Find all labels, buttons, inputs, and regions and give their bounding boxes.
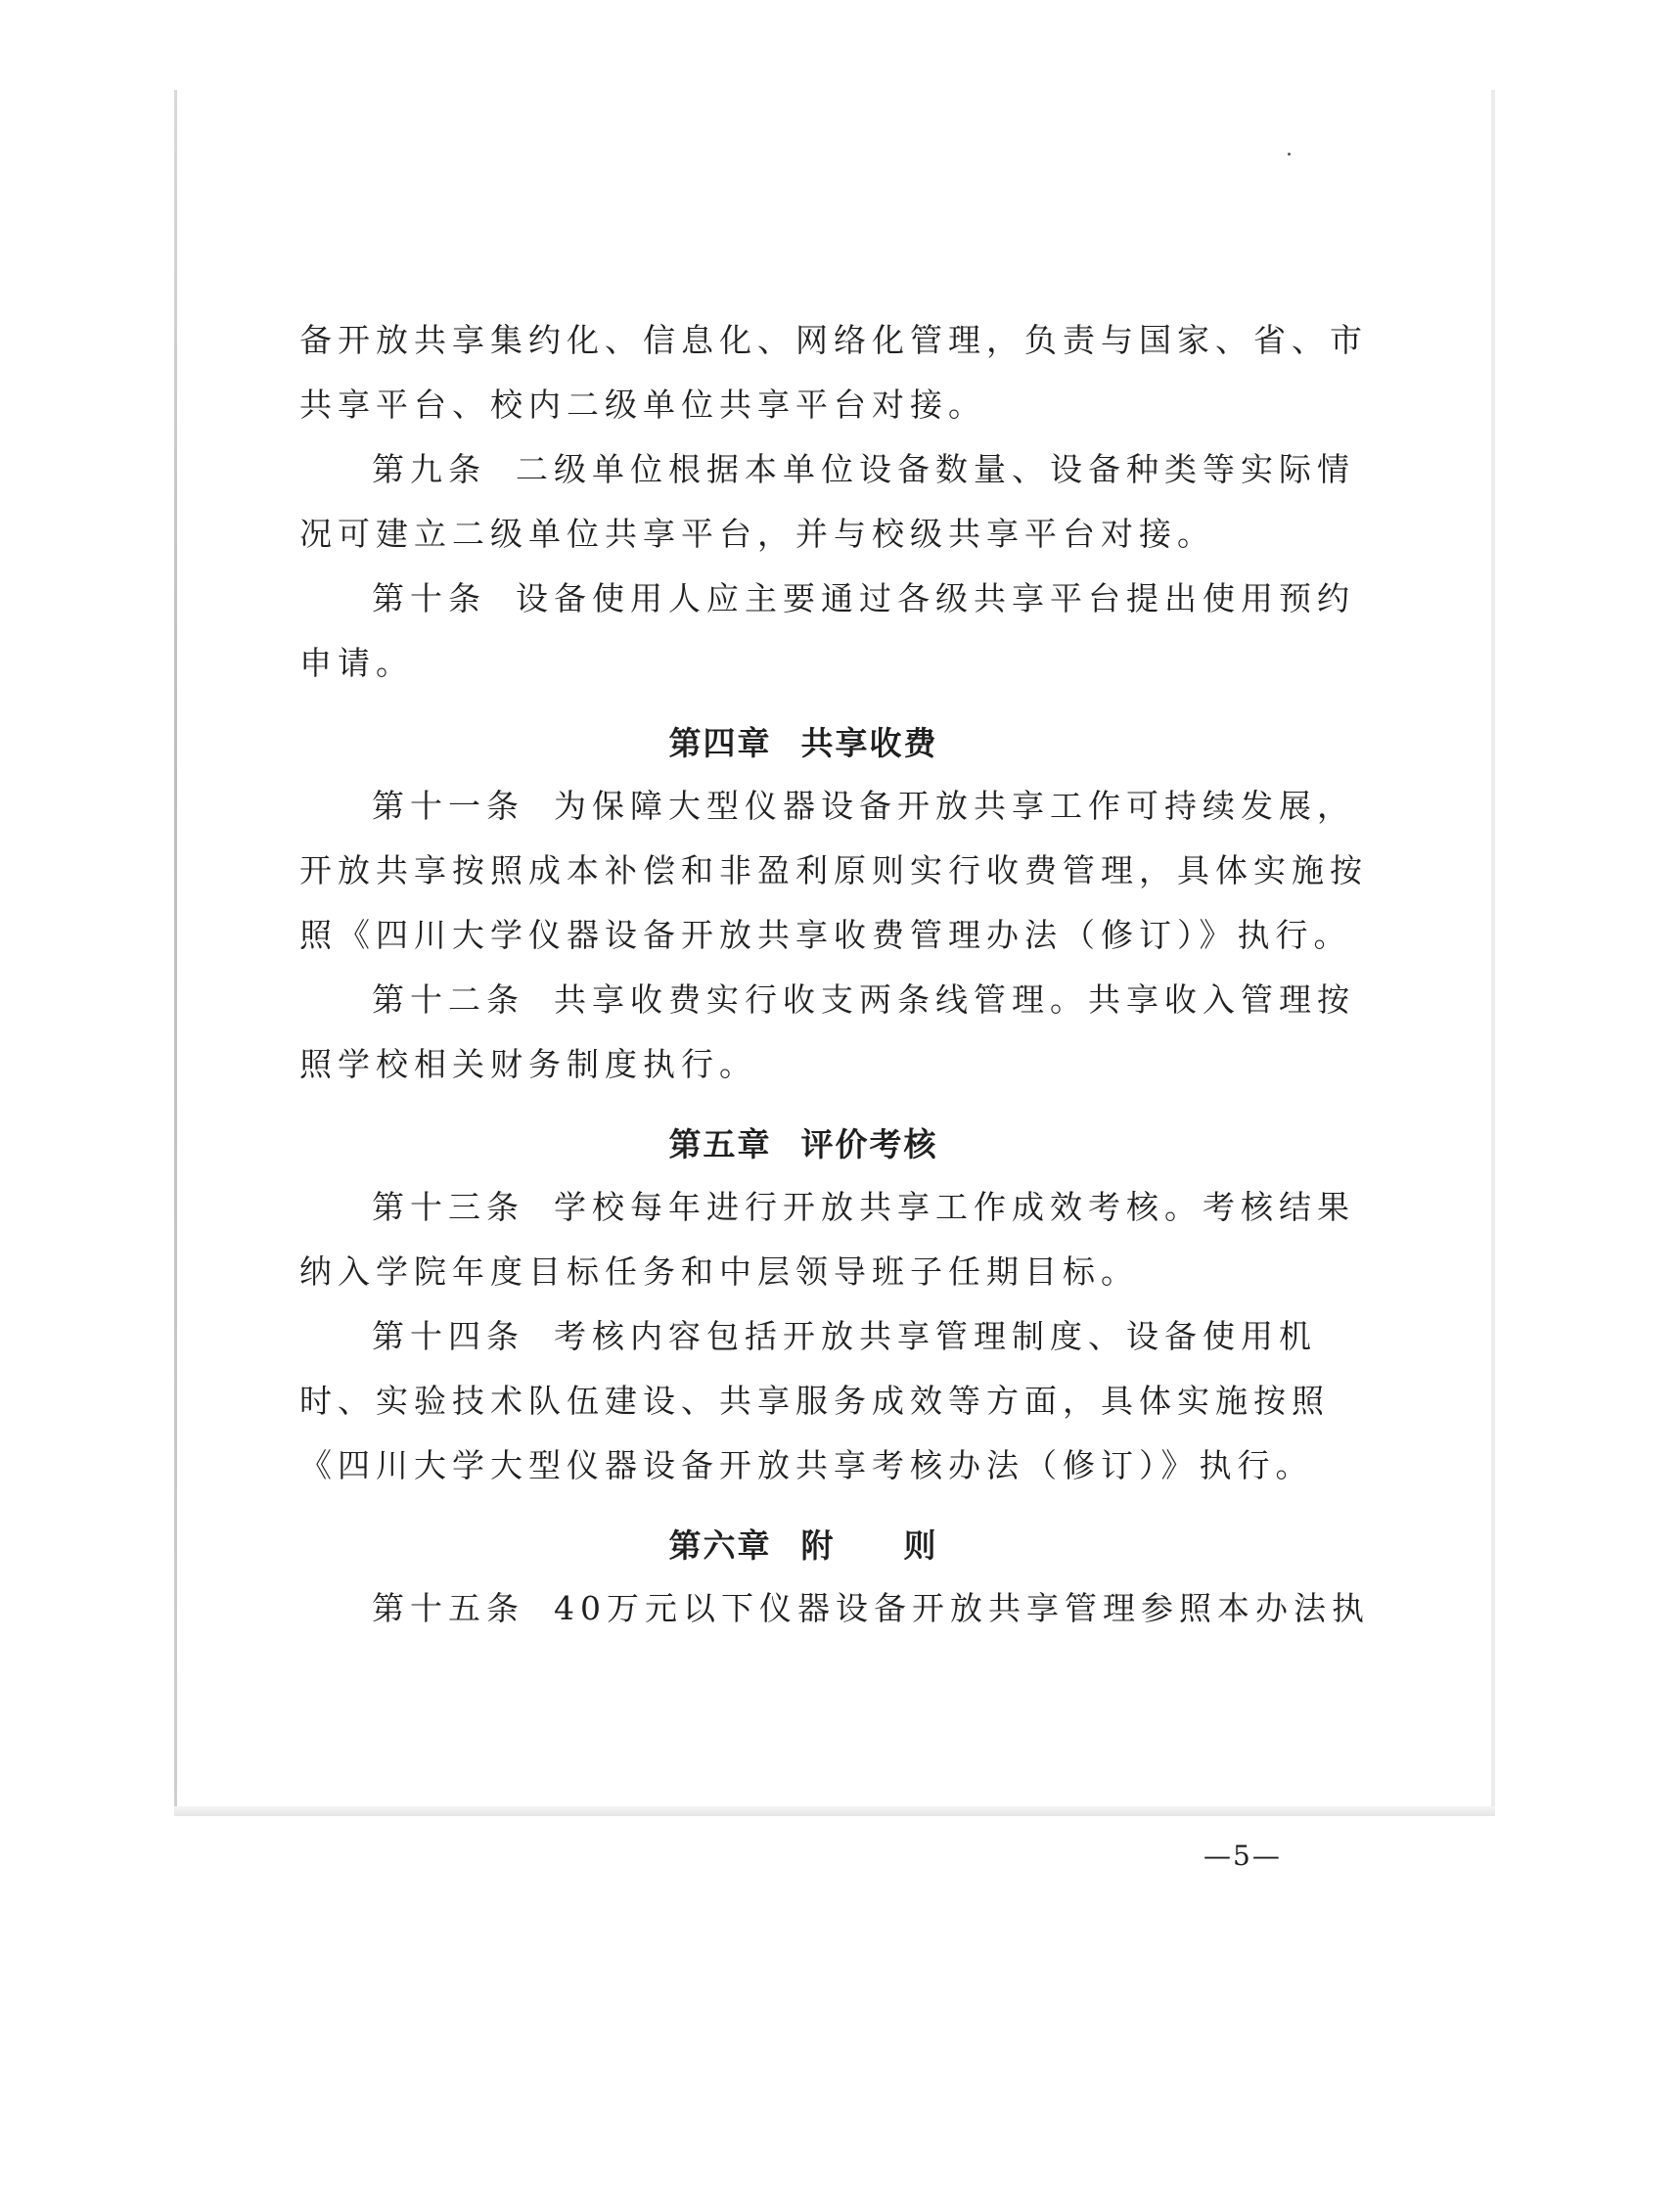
article-text: 二级单位根据本单位设备数量、设备种类等实际情 [516,450,1355,488]
article-13-line [299,1188,1355,1226]
article-9-line [299,450,1355,488]
chapter-title: 评价考核 [800,1125,938,1163]
article-number: 第十三条 [372,1188,524,1226]
document-page [299,321,1370,1656]
paragraph-line: 备开放共享集约化、信息化、网络化管理，负责与国家、省、市 [299,321,1368,359]
paragraph-line: 申请。 [299,644,414,682]
scan-bottom-edge [174,1806,1495,1816]
article-number: 第十四条 [372,1317,524,1355]
article-text: 学校每年进行开放共享工作成效考核。考核结果 [554,1188,1355,1226]
article-text: 考核内容包括开放共享管理制度、设备使用机 [554,1317,1317,1355]
article-11-line [299,787,1355,825]
page-number: —5— [1203,1840,1282,1872]
article-14-line [299,1317,1317,1355]
chapter-number: 第四章 [668,724,772,762]
article-10-line [299,579,1355,617]
article-text: 共享收费实行收支两条线管理。共享收入管理按 [554,980,1355,1019]
chapter-title: 共享收费 [800,724,938,762]
scan-left-edge [174,90,177,1812]
paragraph-line: 共享平台、校内二级单位共享平台对接。 [299,386,986,424]
article-number: 第十二条 [372,980,524,1019]
article-text: 为保障大型仪器设备开放共享工作可持续发展， [554,787,1355,825]
article-number: 第十一条 [372,787,524,825]
chapter-title: 附 则 [800,1526,938,1565]
article-number: 第十条 [372,579,486,617]
scan-right-edge [1491,90,1495,1812]
article-text: 40万元以下仪器设备开放共享管理参照本办法执 [554,1589,1370,1627]
article-number: 第九条 [372,450,486,488]
article-15-line [299,1589,1370,1627]
chapter-heading-6 [299,1526,1307,1566]
paragraph-line: 纳入学院年度目标任务和中层领导班子任期目标。 [299,1252,1139,1291]
article-12-line [299,980,1355,1019]
chapter-heading-5 [299,1125,1307,1164]
paragraph-line: 况可建立二级单位共享平台，并与校级共享平台对接。 [299,515,1215,553]
paragraph-line: 照学校相关财务制度执行。 [299,1045,757,1083]
paragraph-line: 开放共享按照成本补偿和非盈利原则实行收费管理，具体实施按 [299,851,1368,889]
chapter-number: 第五章 [668,1125,772,1163]
chapter-heading-4 [299,724,1307,763]
article-text: 设备使用人应主要通过各级共享平台提出使用预约 [516,579,1355,617]
article-number: 第十五条 [372,1589,524,1627]
scan-speck [1288,153,1291,156]
paragraph-line: 时、实验技术队伍建设、共享服务成效等方面，具体实施按照 [299,1382,1330,1420]
chapter-number: 第六章 [668,1526,772,1565]
paragraph-line: 照《四川大学仪器设备开放共享收费管理办法（修订）》执行。 [299,916,1352,954]
paragraph-line: 《四川大学大型仪器设备开放共享考核办法（修订）》执行。 [299,1446,1314,1484]
